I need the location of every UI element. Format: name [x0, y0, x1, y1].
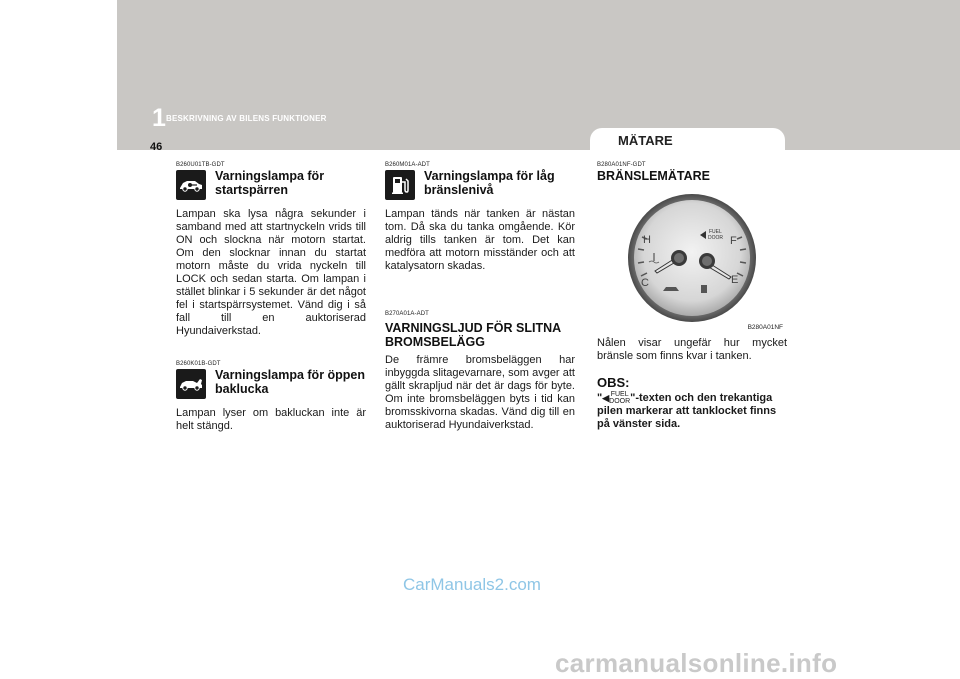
figure-code: B280A01NF [747, 324, 783, 331]
section-title-line1: Varningslampa för låg [424, 169, 555, 183]
trunk-heading [176, 368, 366, 402]
column-left [176, 162, 366, 433]
gauge-label-c: C [641, 277, 649, 289]
note-fuel-door-label [609, 391, 630, 405]
open-trunk-car-icon [176, 369, 206, 399]
gauge-fuel-door-line1: FUEL [709, 229, 722, 235]
gauge-fuel-door-line2: DOOR [708, 235, 723, 241]
gauge-label-e: E [731, 274, 739, 286]
section-title-line2: baklucka [215, 382, 269, 396]
fuel-pump-icon [385, 170, 415, 200]
section-body: Lampan ska lysa några sekunder i samband med att startnyckeln vrids till ON och slockna när motorn startat. Om den slocknar innan du startat motorn måste du vrida nyckeln till LOCK och sedan starta. Om lampan i stället blinkar i 5 sekunder är det något fel i startspärrsystemet. Vänd dig i så fall till en auktoriserad Hyundaiverkstad. [176, 208, 366, 337]
section-title-line2: startspärren [215, 183, 288, 197]
section-body: De främre bromsbeläggen har inbyggda slitagevarnare, som avger att gällt skrapljud när det är dags för byte. Om inte bromsbeläggen byts i tid kan bromsskivorna skadas. Vänd dig till en auktoriserad Hyundaiverkstad. [385, 354, 575, 431]
column-right [597, 162, 787, 431]
note-text [597, 391, 787, 431]
fuel-gauge-illustration [597, 187, 787, 332]
section-title-line1: Varningslampa för öppen [215, 368, 366, 382]
note-fuel-line1: FUEL [610, 391, 629, 398]
section-title-line1: VARNINGSLJUD FÖR SLITNA [385, 321, 562, 335]
section-code: B280A01NF-GDT [597, 162, 646, 168]
section-tab [590, 128, 785, 152]
fuel-door-arrow-icon: ◀ [602, 392, 610, 403]
note-quote-open: " [597, 391, 603, 404]
section-code: B260M01A-ADT [385, 162, 430, 168]
note-fuel-line2: DOOR [609, 398, 631, 405]
car-key-icon [176, 170, 206, 200]
section-title-line2: BROMSBELÄGG [385, 335, 485, 349]
section-body: Lampan lyser om bakluckan inte är helt stängd. [176, 407, 366, 432]
note-heading: OBS: [597, 375, 630, 390]
gauge-dial [634, 200, 750, 316]
section-tab-label: MÄTARE [618, 133, 673, 148]
fuel-symbol-icon [701, 285, 707, 293]
watermark-secondary: carmanualsonline.info [555, 648, 838, 678]
gauge-label-h: H [643, 234, 651, 246]
section-title-line1: Varningslampa för [215, 169, 325, 183]
watermark-primary: CarManuals2.com [403, 575, 541, 594]
page-number: 46 [150, 141, 163, 153]
chapter-title: BESKRIVNING AV BILENS FUNKTIONER [166, 114, 327, 123]
low-fuel-heading [385, 169, 575, 203]
note-text-rest: "-texten och den trekantiga pilen markerar att tanklocket finns på vänster sida. [597, 391, 777, 430]
section-title-line2: bränslenivå [424, 183, 494, 197]
brake-wear-heading [385, 321, 575, 349]
immobilizer-heading [176, 169, 366, 203]
section-body: Lampan tänds när tanken är nästan tom. Då ska du tanka omgående. Kör aldrig tills tanken är tom. Det kan medföra att motorn misständer och att katalysatorn skadas. [385, 208, 575, 272]
section-body: Nålen visar ungefär hur mycket bränsle som finns kvar i tanken. [597, 337, 787, 362]
fuel-gauge-heading: BRÄNSLEMÄTARE [597, 169, 710, 183]
chapter-number: 1 [152, 104, 166, 132]
gauge-label-f: F [730, 235, 737, 247]
section-code: B270A01A-ADT [385, 311, 429, 317]
section-code: B260K01B-GDT [176, 361, 221, 367]
fuel-gauge-figure [597, 187, 787, 332]
section-code: B260U01TB-GDT [176, 162, 225, 168]
chapter-header-band [117, 0, 960, 150]
column-middle [385, 162, 575, 432]
